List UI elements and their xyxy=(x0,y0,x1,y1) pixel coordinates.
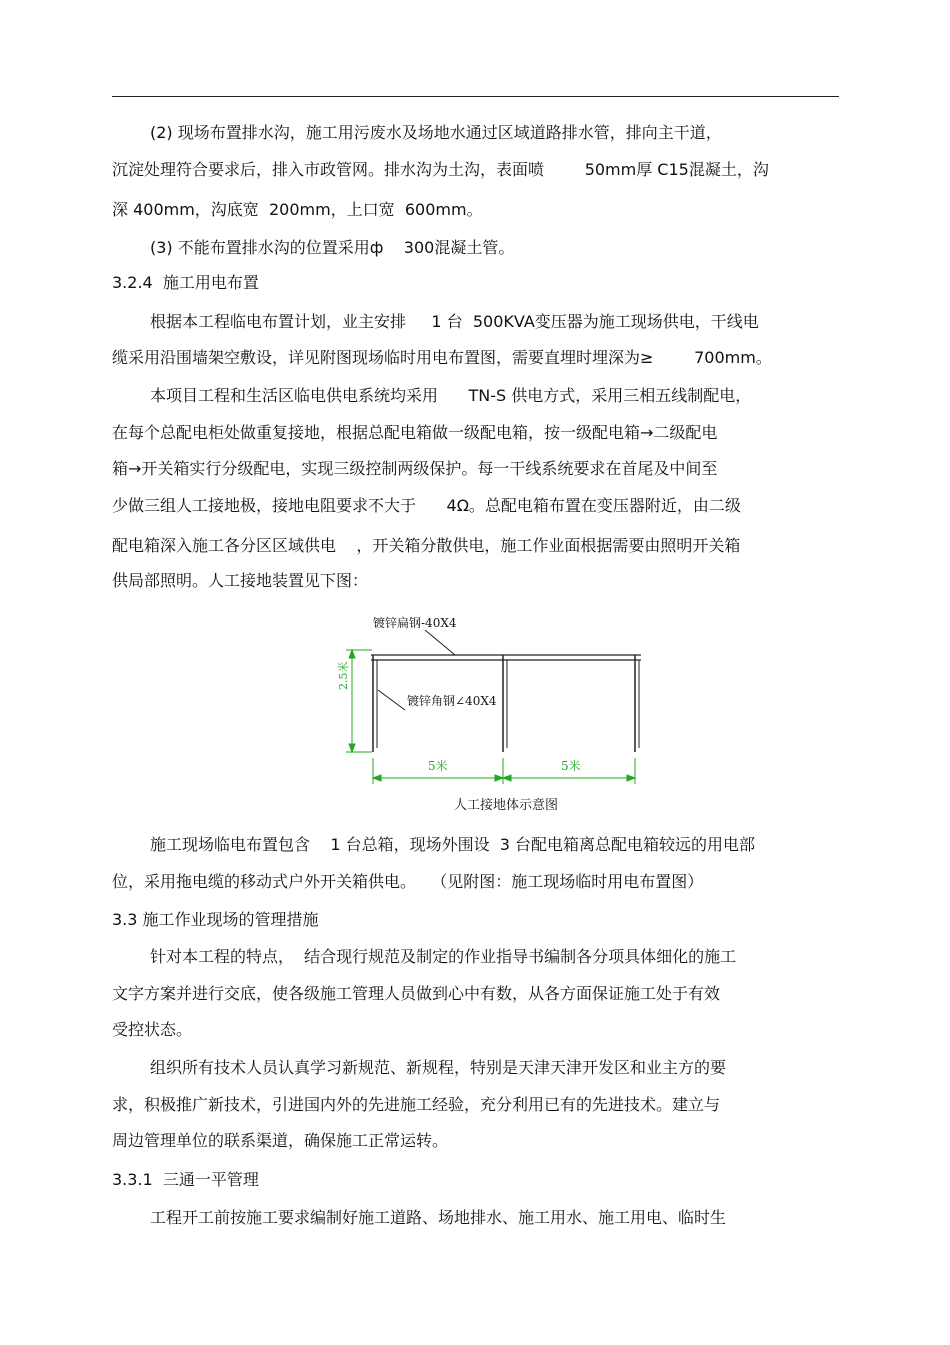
text-line: 文字方案并进行交底，使各级施工管理人员做到心中有数，从各方面保证施工处于有效 xyxy=(112,984,721,1003)
text-line: 沉淀处理符合要求后，排入市政管网。排水沟为土沟，表面喷 50mm厚 C15混凝土，沟 xyxy=(112,160,769,179)
text-line: 供局部照明。人工接地装置见下图： xyxy=(112,571,369,590)
text-line: 缆采用沿围墙架空敷设，详见附图现场临时用电布置图，需要直埋时埋深为≥ 700mm。 xyxy=(112,348,772,367)
span-dimension xyxy=(373,758,635,784)
section-heading: 3.3 施工作业现场的管理措施 xyxy=(112,910,319,929)
section-heading: 3.2.4 施工用电布置 xyxy=(112,273,259,292)
height-label: 2.5米 xyxy=(337,661,350,690)
span-label-left: 5米 xyxy=(428,759,448,773)
section-heading: 3.3.1 三通一平管理 xyxy=(112,1170,259,1189)
text-line: 工程开工前按施工要求编制好施工道路、场地排水、施工用水、施工用电、临时生 xyxy=(150,1208,727,1227)
text-line: 组织所有技术人员认真学习新规范、新规程，特别是天津天津开发区和业主方的要 xyxy=(150,1058,727,1077)
text-line: 在每个总配电柜处做重复接地，根据总配电箱做一级配电箱，按一级配电箱→二级配电 xyxy=(112,423,718,442)
text-line: 箱→开关箱实行分级配电，实现三级控制两级保护。每一干线系统要求在首尾及中间至 xyxy=(112,459,718,478)
text-line: 施工现场临电布置包含 1 台总箱，现场外围设 3 台配电箱离总配电箱较远的用电部 xyxy=(150,835,756,854)
flat-steel-label: 镀锌扁钢-40X4 xyxy=(373,616,457,630)
text-line: (2) 现场布置排水沟，施工用污废水及场地水通过区域道路排水管，排向主干道， xyxy=(150,123,722,142)
text-line: 配电箱深入施工各分区区域供电 ，开关箱分散供电，施工作业面根据需要由照明开关箱 xyxy=(112,536,741,555)
text-line: 少做三组人工接地极，接地电阻要求不大于 4Ω。总配电箱布置在变压器附近，由二级 xyxy=(112,496,741,515)
text-line: 根据本工程临电布置计划，业主安排 1 台 500KVA变压器为施工现场供电，干线电 xyxy=(150,312,759,331)
figure-caption: 人工接地体示意图 xyxy=(454,798,559,813)
text-line: 周边管理单位的联系渠道，确保施工正常运转。 xyxy=(112,1131,449,1150)
span-label-right: 5米 xyxy=(561,759,581,773)
text-line: (3) 不能布置排水沟的位置采用ф 300混凝土管。 xyxy=(150,238,515,257)
angle-steel-label: 镀锌角钢∠40X4 xyxy=(407,694,497,708)
text-line: 深 400mm，沟底宽 200mm，上口宽 600mm。 xyxy=(112,200,483,219)
text-line: 受控状态。 xyxy=(112,1020,193,1039)
text-line: 位，采用拖电缆的移动式户外开关箱供电。 （见附图：施工现场临时用电布置图） xyxy=(112,872,704,891)
text-line: 针对本工程的特点， 结合现行规范及制定的作业指导书编制各分项具体细化的施工 xyxy=(150,947,737,966)
text-line: 求，积极推广新技术，引进国内外的先进施工经验，充分利用已有的先进技术。建立与 xyxy=(112,1095,721,1114)
text-line: 本项目工程和生活区临电供电系统均采用 TN-S 供电方式，采用三相五线制配电， xyxy=(150,386,752,405)
